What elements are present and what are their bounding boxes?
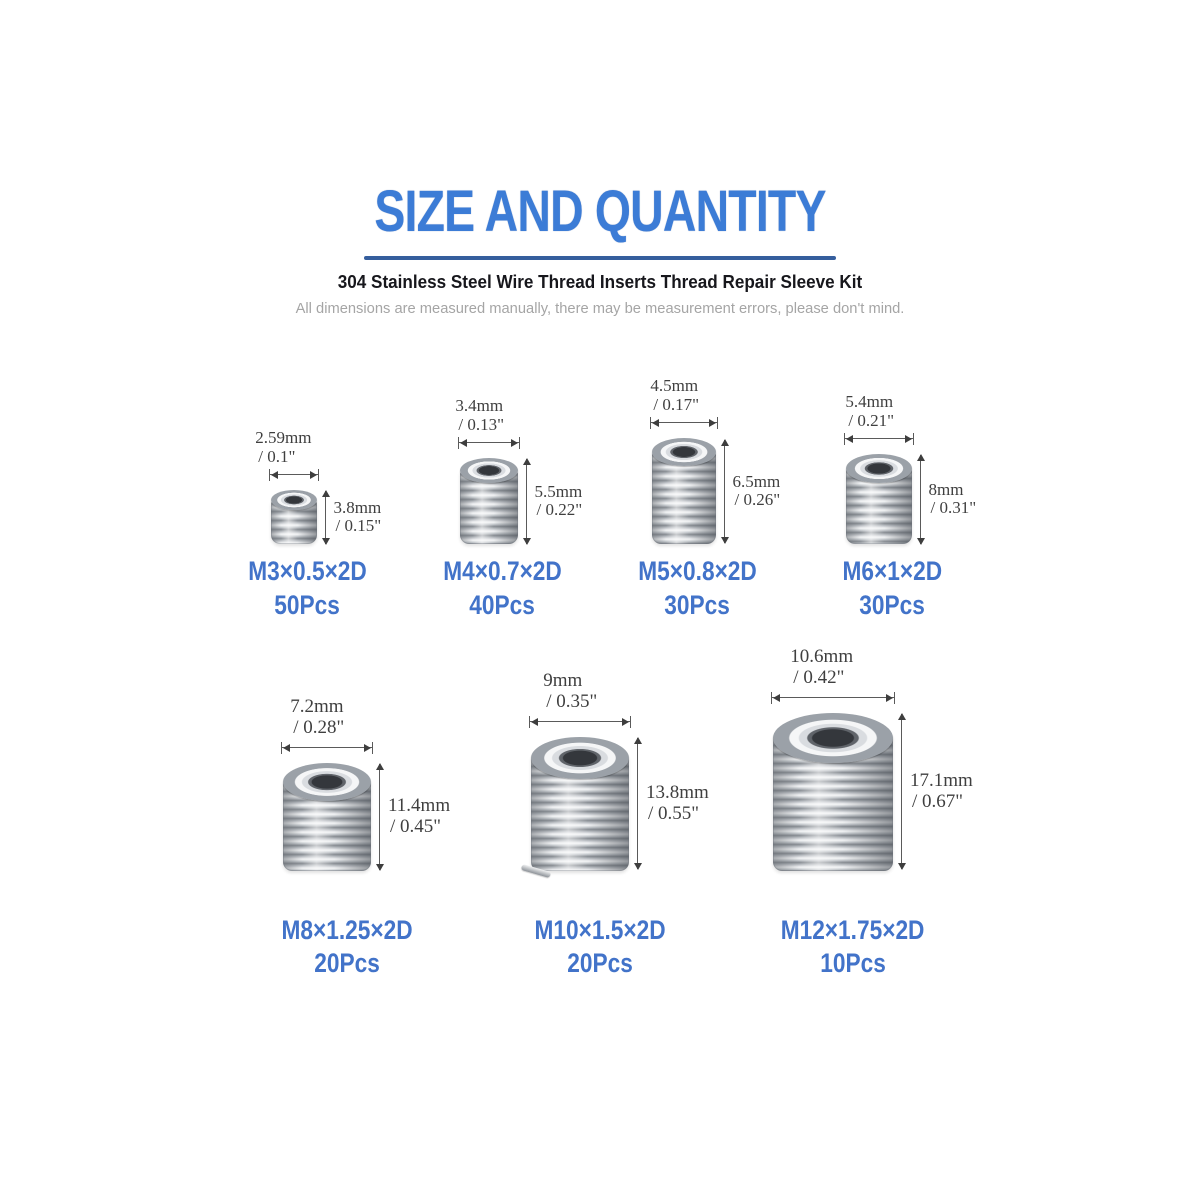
- quantity-label: 50Pcs: [274, 589, 341, 620]
- size-label: M10×1.5×2D: [534, 914, 666, 945]
- width-arrow-icon: [529, 716, 631, 728]
- height-arrow-icon: [637, 738, 638, 869]
- height-dimension: [724, 440, 781, 544]
- header: [0, 0, 1200, 318]
- width-arrow-icon: [650, 417, 718, 429]
- width-arrow-icon: [771, 692, 895, 704]
- height-arrow-icon: [724, 440, 725, 544]
- coil-top-opening: [652, 438, 716, 466]
- thread-insert-illustration: [773, 713, 893, 871]
- coil-top-opening: [271, 490, 317, 510]
- coil-top-opening: [773, 713, 893, 763]
- height-dimension-label: 6.5mm / 0.26": [732, 471, 781, 510]
- dimensioned-figure: [531, 669, 709, 871]
- title-underline: [364, 256, 836, 260]
- height-dimension: [920, 455, 977, 543]
- size-label: M6×1×2D: [842, 556, 943, 587]
- height-dimension: [901, 714, 973, 869]
- thread-insert-illustration: [271, 490, 317, 544]
- size-label: M8×1.25×2D: [281, 914, 413, 945]
- quantity-label: 30Pcs: [664, 589, 731, 620]
- coil-top-opening: [460, 458, 518, 483]
- height-arrow-icon: [901, 714, 902, 869]
- dimensioned-figure: [845, 392, 977, 544]
- dimensioned-figure: [650, 376, 781, 544]
- thread-insert-illustration: [652, 438, 716, 544]
- width-arrow-icon: [844, 433, 914, 445]
- insert-item-m12: [727, 647, 980, 979]
- quantity-label: 30Pcs: [859, 589, 926, 620]
- height-arrow-icon: [325, 491, 326, 544]
- height-dimension-label: 8mm / 0.31": [928, 479, 977, 518]
- height-arrow-icon: [526, 459, 527, 543]
- height-dimension: [325, 491, 382, 544]
- width-dimension-label: 2.59mm / 0.1": [255, 428, 312, 466]
- insert-item-m8: [221, 647, 474, 979]
- insert-item-m6: [795, 362, 990, 620]
- product-subtitle: 304 Stainless Steel Wire Thread Inserts Thread Repair Sleeve Kit: [337, 271, 863, 292]
- thread-insert-illustration: [531, 737, 629, 871]
- page-title: SIZE AND QUANTITY: [374, 179, 826, 244]
- dimensioned-figure: [455, 396, 583, 544]
- height-dimension-label: 13.8mm / 0.55": [646, 781, 709, 824]
- insert-item-m10: [474, 647, 727, 979]
- size-label: M12×1.75×2D: [781, 914, 925, 945]
- coil-top-opening: [283, 763, 371, 801]
- height-dimension: [379, 764, 450, 870]
- quantity-label: 20Pcs: [567, 947, 633, 978]
- size-label: M3×0.5×2D: [248, 556, 367, 587]
- quantity-label: 10Pcs: [820, 947, 886, 978]
- size-label: M4×0.7×2D: [443, 556, 562, 587]
- insert-item-m3: [210, 362, 405, 620]
- coil-top-opening: [531, 737, 629, 779]
- height-dimension: [637, 738, 709, 869]
- dimensioned-figure: [255, 428, 382, 544]
- size-label: M5×0.8×2D: [638, 556, 757, 587]
- size-row-large: [220, 647, 980, 979]
- quantity-label: 20Pcs: [314, 947, 380, 978]
- height-arrow-icon: [379, 764, 380, 870]
- height-dimension-label: 3.8mm / 0.15": [333, 497, 382, 536]
- insert-item-m5: [600, 362, 795, 620]
- height-dimension-label: 5.5mm / 0.22": [534, 481, 583, 520]
- dimensioned-figure: [283, 695, 451, 871]
- height-dimension: [526, 459, 583, 543]
- height-dimension-label: 11.4mm / 0.45": [388, 794, 451, 837]
- width-arrow-icon: [458, 437, 520, 449]
- width-dimension-label: 3.4mm / 0.13": [455, 396, 505, 434]
- quantity-label: 40Pcs: [469, 589, 536, 620]
- size-row-small: [210, 362, 990, 620]
- height-arrow-icon: [920, 455, 921, 543]
- width-dimension-label: 7.2mm / 0.28": [290, 695, 345, 738]
- width-dimension-label: 10.6mm / 0.42": [790, 645, 854, 688]
- width-dimension-label: 9mm / 0.35": [543, 669, 598, 712]
- thread-insert-illustration: [846, 454, 912, 544]
- height-dimension-label: 17.1mm / 0.67": [910, 769, 973, 812]
- disclaimer-note: All dimensions are measured manually, there may be measurement errors, please don't mind.: [295, 300, 905, 318]
- coil-top-opening: [846, 454, 912, 483]
- thread-insert-illustration: [460, 458, 518, 544]
- thread-insert-illustration: [283, 763, 371, 871]
- width-arrow-icon: [269, 469, 319, 481]
- insert-item-m4: [405, 362, 600, 620]
- dimensioned-figure: [773, 645, 973, 871]
- width-arrow-icon: [281, 742, 373, 754]
- width-dimension-label: 5.4mm / 0.21": [845, 392, 895, 430]
- width-dimension-label: 4.5mm / 0.17": [650, 376, 700, 414]
